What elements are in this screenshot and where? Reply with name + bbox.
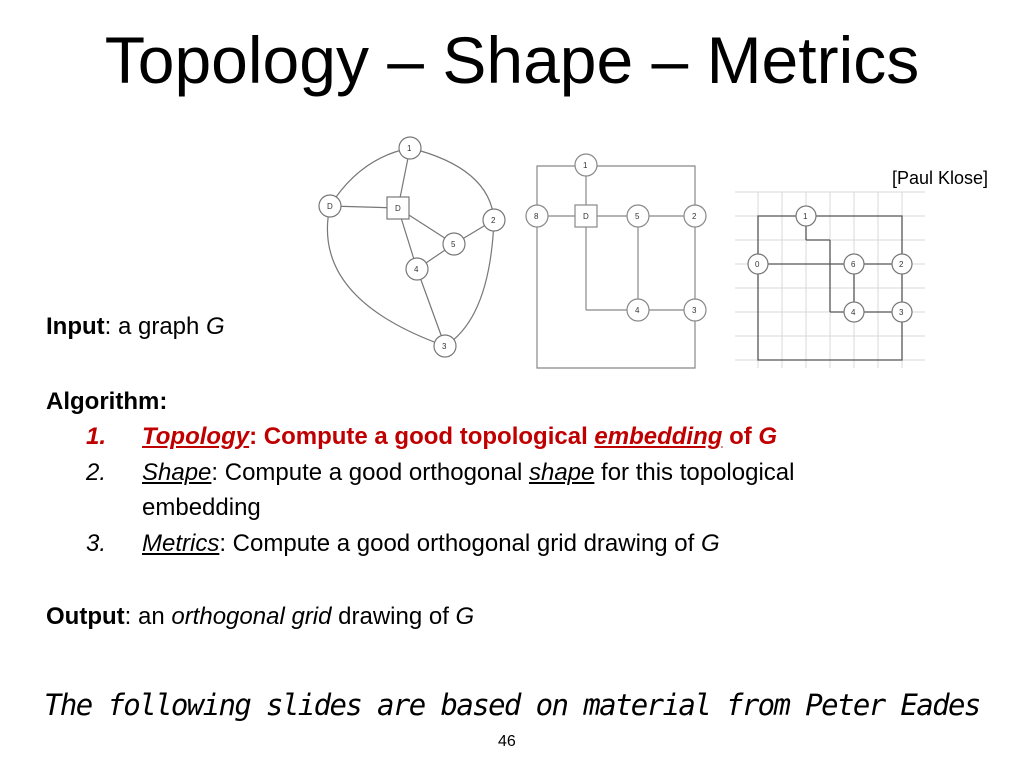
step-1-number: 1. [86, 423, 107, 450]
graph-drawing-planar [327, 148, 494, 346]
input-text: : a graph [104, 313, 207, 340]
algorithm-heading: Algorithm: [46, 388, 168, 415]
output-text-a: : an [124, 603, 172, 630]
graph2-node-label: 3 [692, 306, 697, 315]
step-2-continuation: embedding [142, 494, 261, 521]
source-footnote: The following slides are based on material from Peter Eades [44, 688, 980, 722]
step-3-term: Metrics [142, 530, 220, 557]
graph3-node-label: 2 [899, 260, 904, 269]
graph2-node-label: 5 [635, 212, 640, 221]
graph1-node-label: 1 [407, 144, 412, 153]
graph3-node-label: 1 [803, 212, 808, 221]
graph2-node-label: 1 [583, 161, 588, 170]
page-number: 46 [498, 733, 516, 750]
step-2-emphasis: shape [528, 459, 595, 486]
graph3-node-label: 4 [851, 308, 856, 317]
graph3-node-label: 6 [851, 260, 856, 269]
graph2-node-label: D [583, 212, 589, 221]
step-3-text-a: : Compute a good orthogonal grid drawing of [219, 530, 701, 557]
graph3-node-label: 3 [899, 308, 904, 317]
graph1-node-label: 4 [414, 265, 419, 274]
graph1-node-label: D [327, 202, 333, 211]
step-1-text-b: of [722, 423, 759, 450]
output-label: Output [46, 603, 125, 630]
output-statement [46, 603, 474, 631]
step-1-term: Topology [142, 423, 250, 450]
step-2-text-a: : Compute a good orthogonal [211, 459, 529, 486]
graph1-node-label: D [395, 204, 401, 213]
input-label: Input [46, 313, 105, 340]
input-statement [46, 313, 225, 341]
step-3-variable: G [700, 530, 720, 557]
output-emphasis: orthogonal grid [171, 603, 332, 630]
step-3-number: 3. [86, 530, 107, 557]
graph1-node-label: 5 [451, 240, 456, 249]
step-3-metrics [142, 530, 720, 558]
step-1-variable: G [758, 423, 778, 450]
step-1-text-a: : Compute a good topological [249, 423, 595, 450]
graph2-node-label: 2 [692, 212, 697, 221]
step-2-text-b: for this topological [594, 459, 795, 486]
step-1-emphasis: embedding [594, 423, 723, 450]
image-credit: [Paul Klose] [892, 168, 989, 188]
step-2-term: Shape [142, 459, 212, 486]
output-variable: G [455, 603, 475, 630]
input-variable: G [206, 313, 225, 340]
graph1-node-label: 3 [442, 342, 447, 351]
graph3-node-label: 0 [755, 260, 760, 269]
graph-drawings-figure [300, 128, 940, 378]
output-text-b: drawing of [331, 603, 456, 630]
graph2-node-label: 8 [534, 212, 539, 221]
graph2-node-label: 4 [635, 306, 640, 315]
graph1-node-label: 2 [491, 216, 496, 225]
step-1-topology [142, 423, 777, 451]
step-2-number: 2. [86, 459, 107, 486]
graph-drawing-orthogonal-shape [537, 166, 695, 368]
slide-title: Topology – Shape – Metrics [104, 23, 920, 97]
step-2-shape [142, 459, 794, 487]
